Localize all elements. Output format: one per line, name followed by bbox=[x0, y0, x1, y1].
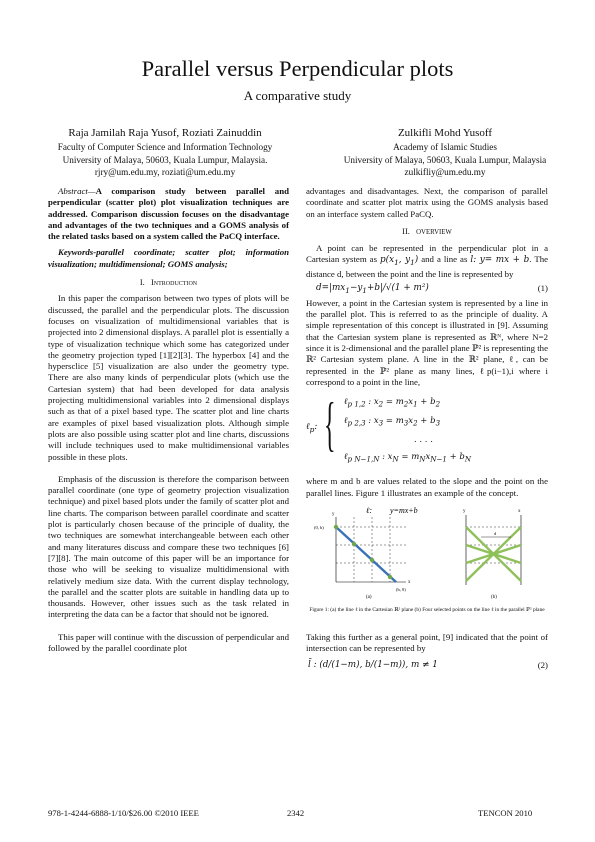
svg-text:x: x bbox=[518, 508, 521, 514]
author-block-2 bbox=[320, 126, 570, 179]
equation-2-formula: l̄ : (d/(1−m), b/(1−m)), m ≠ 1 bbox=[308, 659, 438, 670]
author-name: Zulkifli Mohd Yusoff bbox=[397, 127, 493, 139]
section-heading-overview bbox=[306, 226, 548, 238]
section-title: Introduction bbox=[151, 278, 198, 288]
figure-1 bbox=[306, 507, 548, 599]
footer-page-number: 2342 bbox=[287, 808, 305, 818]
equation-system: ℓ$_p$: { ℓ$_{p 1,2}$ : $x_2 = m_2x_1 + b_2$ ℓ$_{p 2,3}$ : $x_3 = m_3x_2 + b_3$ . . . . ℓ$_{p N-1,N}$ : $x_N = m_Nx_{N-1} + b_N$ bbox=[306, 391, 472, 464]
author-name: Raja Jamilah Raja Yusof, Roziati Zainuddin bbox=[68, 127, 262, 139]
figure-1a bbox=[314, 507, 418, 599]
equation-2-number: (2) bbox=[537, 659, 548, 670]
point-label: (0, b) bbox=[314, 524, 324, 530]
subfigure-label: (b) bbox=[491, 594, 497, 599]
abstract-label: Abstract— bbox=[58, 186, 96, 196]
abstract-text: A comparison study between parallel and perpendicular (scatter plot) plot visualization techniques are addressed. Comparison discussion focuses on the disadvantage and advantages of the two techniques and a GOMS analysis of the related tasks based on a system called the PaCQ interface. bbox=[48, 186, 289, 242]
overview-paragraph-2: However, a point in the Cartesian system is represented by a line in the parallel plot. This is referred to as the principle of duality. A simple representation of this concept is illustrated in [9]. Assuming that the Cartesian system plane is represented as ℝᴺ, where N=2 since it is 2-dimensional and the parallel plane ℙ² is representing the ℝ² Cartesian system plane. A line in the ℝ² plane, ℓ, can be represented in the ℙ² plane as many lines, ℓp(i−1),i where i correspond to a point in the line, bbox=[306, 297, 548, 387]
paper-subtitle: A comparative study bbox=[243, 88, 352, 103]
section-number: II. bbox=[402, 226, 410, 236]
author-block-1 bbox=[40, 126, 290, 179]
author-affiliation: University of Malaya, 50603, Kuala Lumpur, Malaysia bbox=[343, 154, 547, 165]
right-column bbox=[306, 186, 548, 677]
footer-conference: TENCON 2010 bbox=[478, 808, 533, 818]
section-heading-intro bbox=[48, 277, 289, 288]
x-axis-label: x bbox=[408, 579, 411, 585]
overview-paragraph-3: where m and b are values related to the slope and the point on the parallel lines. Figure 1 illustrates an example of the concept. bbox=[306, 476, 548, 498]
figure-1b bbox=[463, 509, 521, 599]
equation-1-number: (1) bbox=[537, 282, 548, 293]
footer-isbn: 978-1-4244-6888-1/10/$26.00 ©2010 IEEE bbox=[48, 808, 199, 818]
author-affiliation: Faculty of Computer Science and Information Technology bbox=[57, 142, 273, 152]
left-column bbox=[48, 186, 289, 654]
paper-title: Parallel versus Perpendicular plots bbox=[141, 56, 454, 81]
intro-paragraph-1: In this paper the comparison between two types of plots will be discussed, the parallel and the perpendicular plots. The discussion focuses on visualization of multidimensional variables that is projected into 2 dimensional displays. A parallel plot is essentially a type of visualization technique which some has categorized under the geometry projection typed [1][2][3]. The hyperbox [4] and the hypersclice [5] visualization are also under the geometry type. There are also many kinds of perpendicular plots (which use the Cartesian system) that had been developed for data analysis projecting multidimensional variables into 2 dimensional displays such as that of a pixel based type. The scatter plot and line charts are examples of pixel based visualization plots. Although simple plots are also possible using scatter plot and line charts, discussions will include techniques used to make multidimensional variables possible in these plots. bbox=[48, 293, 289, 462]
author-affiliation: Academy of Islamic Studies bbox=[393, 142, 497, 152]
keywords: Keywords-parallel coordinate; scatter plot; information visualization; multidimensional; GOMS analysis; bbox=[48, 247, 289, 269]
author-email: rjry@um.edu.my, roziati@um.edu.my bbox=[94, 167, 236, 178]
figure-caption: Figure 1: (a) the line ℓ in the Cartesian ℝ² plane (b) Four selected points on the line ℓ in the parallel ℙ² plane bbox=[309, 607, 545, 614]
right-paragraph-0: advantages and disadvantages. Next, the comparison of parallel coordinate and scatter plot matrix using the GOMS analysis based on an interface system called PaCQ. bbox=[306, 186, 548, 219]
equation-2 bbox=[306, 655, 548, 677]
section-title: OVERVIEW bbox=[416, 228, 452, 236]
svg-text:ℓ:: ℓ: bbox=[366, 506, 372, 515]
line-equation: y=mx+b bbox=[390, 506, 418, 515]
y-axis-label: y bbox=[332, 511, 335, 517]
section-number: I. bbox=[139, 278, 145, 288]
overview-paragraph-4: Taking this further as a general point, [9] indicated that the point of intersection can be represented by bbox=[306, 632, 548, 654]
author-email: zulkifliy@um.edu.my bbox=[404, 167, 486, 178]
point-label: (b, 0) bbox=[396, 586, 406, 592]
overview-paragraph-1: A point can be represented in the perpendicular plot in a Cartesian system as $p(x_1$, $y_1$) and a line as l: y= mx + b. The distance d, between the point and the line is represented by bbox=[306, 243, 549, 279]
abstract bbox=[48, 186, 289, 242]
distance-label: d bbox=[494, 530, 497, 536]
equation-1-formula: $d=|mx_1-y_1+b|/√(1 + m^2)$ bbox=[316, 282, 429, 295]
author-affiliation: University of Malaya, 50603, Kuala Lumpur, Malaysia. bbox=[62, 154, 268, 165]
subfigure-label: (a) bbox=[366, 594, 372, 599]
equation-1 bbox=[306, 280, 548, 298]
intro-paragraph-2: Emphasis of the discussion is therefore the comparison between parallel coordinate (one type of geometry projection visualization technique) and pixel based plots under the family of scatter plot and line charts. The comparison between parallel coordinate and scatter plot is particularly chosen because of the principle of duality, the two techniques are somewhat interchangeable between each other and many literatures discuss and compare these two techniques [6][7][8]. The main outcome of this paper will be an importance for those who will be seeking to visualize multidimensional with relatively medium size data. With the current display technology, the parallel and the scatter plots are suitable in handling data up to thousands. However, other issues such as the task related in interpreting the data can be a factor that should not be ignored. bbox=[48, 473, 289, 620]
svg-text:y: y bbox=[463, 508, 466, 514]
intro-paragraph-3: This paper will continue with the discussion of perpendicular and followed by the parallel coordinate plot bbox=[48, 631, 289, 653]
